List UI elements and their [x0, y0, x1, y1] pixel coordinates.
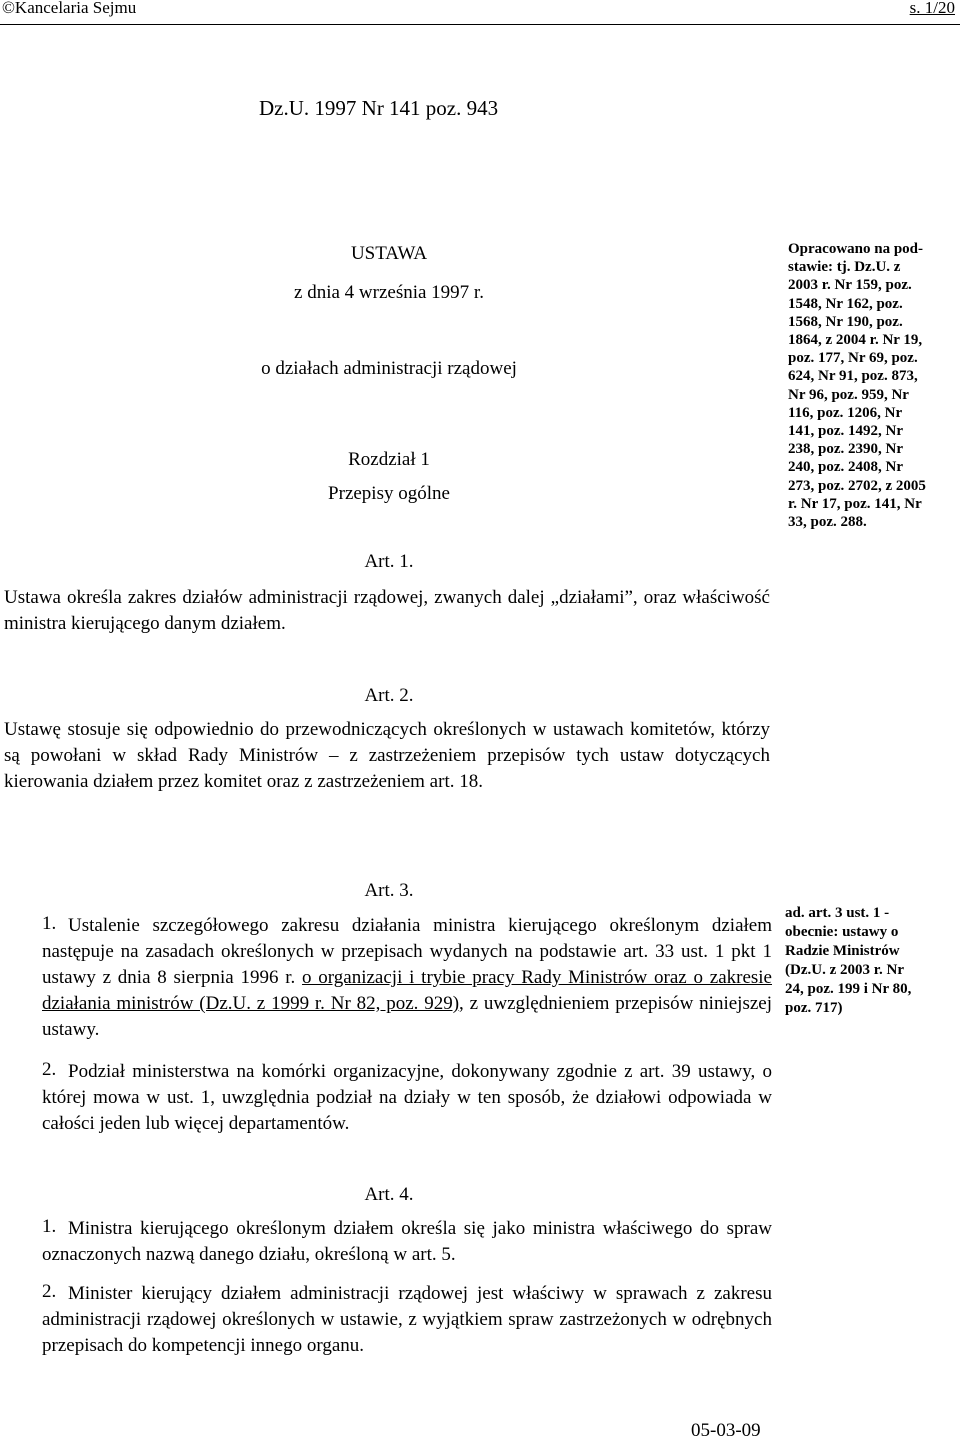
- side-note-line: poz. 717): [785, 1000, 843, 1016]
- chapter-name: Przepisy ogólne: [328, 483, 450, 504]
- art3-label: Art. 3.: [364, 880, 414, 901]
- side-note-line: 273, poz. 2702, z 2005: [788, 477, 926, 494]
- side-note-sources: [788, 240, 960, 531]
- art3-para1-before: Ustalenie szczegółowego zakresu działania ministra kierującego określonym działem następuje na zasadach określonych w przepisach wydanych na podstawie art. 33 ust. 1 pkt 1 ustawy z dnia 8 sierpnia 1996 r.: [42, 915, 772, 988]
- art3-para1-number: 1.: [42, 913, 57, 934]
- header-page-number[interactable]: s. 1/20: [909, 0, 955, 17]
- title-subject: o działach administracji rządowej: [261, 358, 517, 379]
- art4-para2-text: Minister kierujący działem administracji rządowej jest właściwy w sprawach z zakresu administracji rządowej określonych w ustawie, z wyjątkiem spraw zastrzeżonych w odrębnych przepisach do kompetencji innego organu.: [42, 1283, 772, 1356]
- header-rule: [0, 24, 960, 25]
- side-note-line: 2003 r. Nr 159, poz.: [788, 277, 912, 294]
- side-note-line: 1568, Nr 190, poz.: [788, 313, 903, 330]
- side-note-line: 1864, z 2004 r. Nr 19,: [788, 332, 923, 349]
- art4-label: Art. 4.: [364, 1184, 414, 1205]
- side-note-line: 116, poz. 1206, Nr: [788, 404, 903, 421]
- art3-para1-link[interactable]: o organizacji i trybie pracy Rady Ministrów oraz o zakresie działania ministrów (Dz.U. z 1999 r. Nr 82, poz. 929): [42, 967, 772, 1014]
- side-note-line: (Dz.U. z 2003 r. Nr: [785, 962, 904, 978]
- side-note-line: Opracowano na pod-: [788, 241, 924, 257]
- side-note-line: Radzie Ministrów: [785, 943, 900, 959]
- art3-para2-text: Podział ministerstwa na komórki organizacyjne, dokonywany zgodnie z art. 39 ustawy, o której mowa w ust. 1, uwzględnia podział na działy w ten sposób, że działowi odpowiada w całości jeden lub więcej departamentów.: [42, 1061, 772, 1134]
- side-note-line: stawie: tj. Dz.U. z: [788, 259, 901, 276]
- doc-reference: Dz.U. 1997 Nr 141 poz. 943: [259, 96, 499, 120]
- header-left: ©Kancelaria Sejmu: [2, 0, 137, 17]
- art3-para1-after: , z uwzględnieniem przepisów niniejszej ustawy.: [42, 993, 772, 1040]
- art3-para1-text: [42, 913, 772, 1043]
- title-type: USTAWA: [350, 243, 428, 264]
- side-note-line: poz. 177, Nr 69, poz.: [788, 350, 918, 367]
- art4-para2-number: 2.: [42, 1281, 57, 1302]
- title-date: z dnia 4 września 1997 r.: [294, 282, 484, 303]
- footer-date: 05-03-09: [691, 1420, 761, 1441]
- side-note-line: 1548, Nr 162, poz.: [788, 295, 903, 312]
- side-note-line: 141, poz. 1492, Nr: [788, 423, 903, 440]
- art4-para1-number: 1.: [42, 1216, 57, 1237]
- art2-label: Art. 2.: [364, 685, 414, 706]
- art1-text: Ustawa określa zakres działów administracji rządowej, zwanych dalej „działami”, oraz właściwość ministra kierującego danym działem.: [4, 587, 770, 634]
- art3-para2-number: 2.: [42, 1059, 57, 1080]
- side-note-line: 24, poz. 199 i Nr 80,: [785, 981, 912, 997]
- side-note-line: 240, poz. 2408, Nr: [788, 459, 903, 476]
- side-note-line: ad. art. 3 ust. 1 -: [785, 905, 890, 921]
- side-note-art3: [785, 904, 960, 1018]
- side-note-line: 33, poz. 288.: [788, 514, 867, 531]
- side-note-line: obecnie: ustawy o: [785, 924, 899, 940]
- side-note-line: r. Nr 17, poz. 141, Nr: [788, 495, 922, 512]
- art2-text: Ustawę stosuje się odpowiednio do przewodniczących określonych w ustawach komitetów, którzy są powołani w skład Rady Ministrów – z zastrzeżeniem przepisów tych ustaw dotyczących kierowania działem przez komitet oraz z zastrzeżeniem art. 18.: [4, 719, 770, 792]
- chapter-label: Rozdział 1: [348, 449, 430, 470]
- side-note-line: 238, poz. 2390, Nr: [788, 441, 903, 458]
- art1-label: Art. 1.: [364, 551, 414, 572]
- side-note-line: 624, Nr 91, poz. 873,: [788, 368, 918, 385]
- art4-para1-text: Ministra kierującego określonym działem określa się jako ministra właściwego do spraw oznaczonych nazwą danego działu, określoną w art. 5.: [42, 1218, 772, 1265]
- side-note-line: Nr 96, poz. 959, Nr: [788, 386, 909, 403]
